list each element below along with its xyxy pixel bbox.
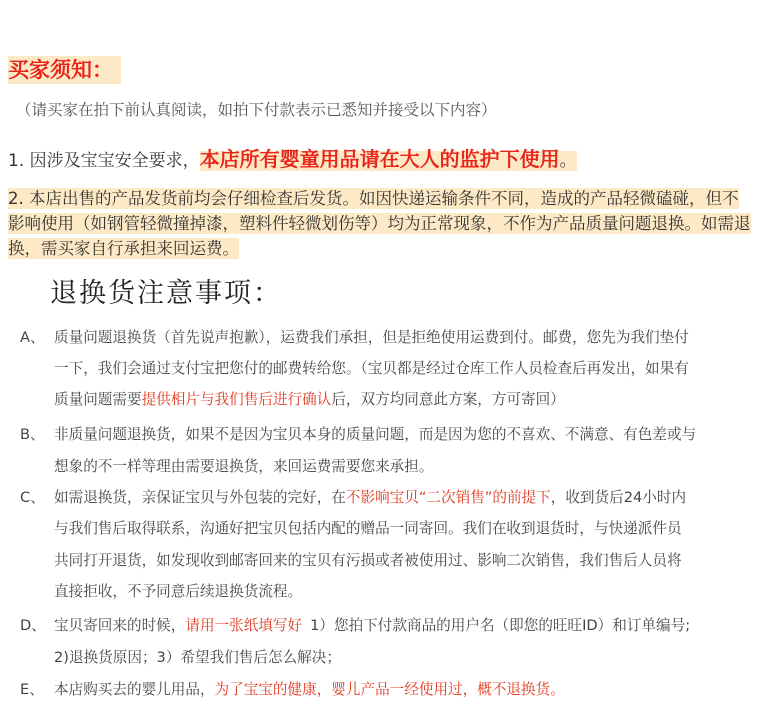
item-c-line-1: [54, 483, 686, 514]
item-e-line-1-start: 本店购买去的婴儿用品，: [54, 681, 215, 698]
notice-2: [8, 186, 753, 261]
item-a-highlight: 提供相片与我们售后进行确认: [141, 391, 332, 408]
item-e-highlight: 为了宝宝的健康，婴儿产品一经使用过，概不退换货。: [214, 681, 565, 698]
item-a-line-3-end: 后，双方均同意此方案，方可寄回）: [331, 391, 565, 408]
item-c-line-2: 与我们售后取得联系，沟通好把宝贝包括内配的赠品一同寄回。我们在收到退货时，与快递派件员: [54, 520, 682, 537]
item-a-line-3: [54, 385, 565, 416]
notice-1: [8, 145, 577, 175]
intro-note: （请买家在拍下前认真阅读，如拍下付款表示已悉知并接受以下内容）: [16, 101, 497, 119]
item-b-line-2: 想象的不一样等理由需要退换货，来回运费需要您来承担。: [54, 458, 434, 475]
item-b-letter: B、: [20, 426, 45, 443]
item-d-line-2: 2)退换货原因；3）希望我们售后怎么解决；: [54, 649, 341, 666]
item-e-letter: E、: [20, 681, 44, 698]
notice-1-emphasis: 本店所有婴童用品请在大人的监护下使用: [199, 147, 560, 171]
item-e-line-1: [54, 675, 565, 706]
item-c-letter: C、: [20, 489, 45, 506]
item-a-line-3-start: 质量问题需要: [54, 391, 142, 408]
item-c-line-3: 共同打开退货，如发现收到邮寄回来的宝贝有污损或者被使用过、影响二次销售，我们售后人员将: [54, 552, 682, 569]
item-c-line-1-end: ，收到货后24小时内: [550, 489, 687, 506]
item-c-line-4: 直接拒收，不予同意后续退换货流程。: [54, 583, 303, 600]
item-d-highlight: 请用一张纸填写好: [185, 617, 303, 634]
item-d-line-1: [54, 611, 690, 642]
item-d-letter: D、: [20, 617, 46, 634]
item-a-letter: A、: [20, 329, 45, 346]
item-c-line-1-start: 如需退换货，亲保证宝贝与外包装的完好，在: [54, 489, 346, 506]
notice-2-text: 2. 本店出售的产品发货前均会仔细检查后发货。如因快递运输条件不同，造成的产品轻微磕碰，但不影响使用（如钢管轻微撞掉漆，塑料件轻微划伤等）均为正常现象，不作为产品质量问题退换。如需退换，需买家自行承担来回运费。: [8, 189, 751, 258]
item-b-line-1: 非质量问题退换货，如果不是因为宝贝本身的质量问题，而是因为您的不喜欢、不满意、有色差或与: [54, 426, 697, 443]
item-a-line-2: 一下，我们会通过支付宝把您付的邮费转给您。（宝贝都是经过仓库工作人员检查后再发出，如果有: [54, 360, 689, 377]
page-title: 买家须知：: [8, 56, 121, 84]
notice-1-suffix: 。: [559, 151, 577, 171]
item-c-highlight: 不影响宝贝“二次销售”的前提下: [345, 489, 551, 506]
notice-1-prefix: 1. 因涉及宝宝安全要求，: [8, 151, 200, 171]
section-heading: 退换货注意事项：: [50, 278, 282, 309]
item-d-line-1-end: 1）您拍下付款商品的用户名（即您的旺旺ID）和订单编号;: [310, 617, 691, 634]
item-d-line-1-start: 宝贝寄回来的时候，: [54, 617, 186, 634]
item-a-line-1: 质量问题退换货（首先说声抱歉），运费我们承担，但是拒绝使用运费到付。邮费，您先为我们垫付: [54, 329, 689, 346]
